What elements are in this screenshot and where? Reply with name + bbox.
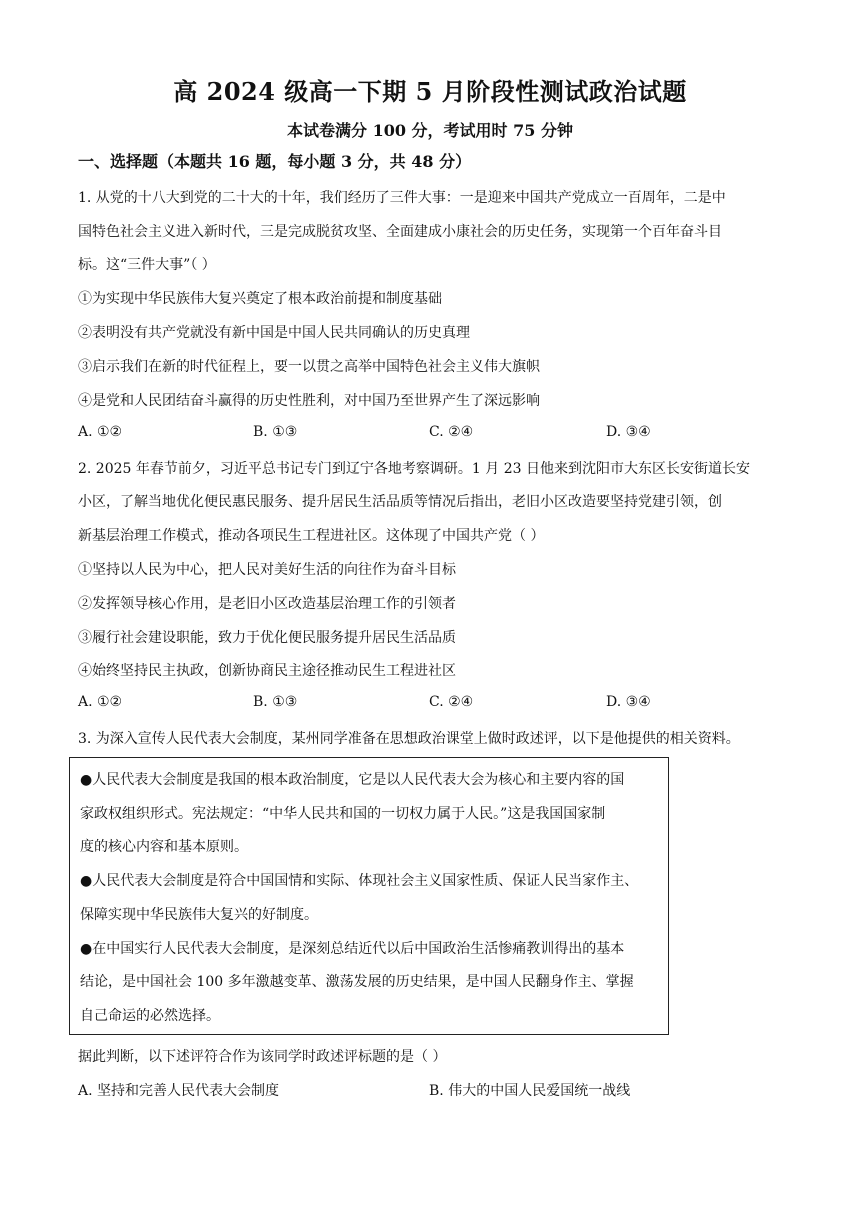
option-c[interactable]: C. ②④ (429, 694, 474, 710)
question-2-line-2: 小区，了解当地优化便民惠民服务、提升居民生活品质等情况后指出，老旧小区改造要坚持党建引领，创 (78, 494, 722, 510)
question-2-statement-1: ①坚持以人民为中心，把人民对美好生活的向往作为奋斗目标 (78, 562, 456, 578)
question-1-statement-4: ④是党和人民团结奋斗赢得的历史性胜利，对中国乃至世界产生了深远影响 (78, 393, 540, 409)
option-a[interactable]: A. ①② (78, 694, 123, 710)
question-2-line-1: 2. 2025 年春节前夕，习近平总书记专门到辽宁各地考察调研。1 月 23 日他来到沈阳市大东区长安街道长安 (78, 461, 750, 477)
question-1-line-1: 1. 从党的十八大到党的二十大的十年，我们经历了三件大事：一是迎来中国共产党成立一百周年，二是中 (78, 190, 726, 206)
material-line-5: 保障实现中华民族伟大复兴的好制度。 (80, 907, 318, 923)
question-1-statement-2: ②表明没有共产党就没有新中国是中国人民共同确认的历史真理 (78, 325, 470, 341)
material-line-4: ●人民代表大会制度是符合中国国情和实际、体现社会主义国家性质、保证人民当家作主、 (80, 873, 639, 889)
question-1-options (78, 424, 778, 444)
question-1-statement-1: ①为实现中华民族伟大复兴奠定了根本政治前提和制度基础 (78, 291, 442, 307)
question-3-intro: 3. 为深入宣传人民代表大会制度，某州同学准备在思想政治课堂上做时政述评，以下是他提供的相关资料。 (78, 731, 740, 747)
option-a[interactable]: A. 坚持和完善人民代表大会制度 (78, 1083, 280, 1099)
material-line-1: ●人民代表大会制度是我国的根本政治制度，它是以人民代表大会为核心和主要内容的国 (80, 772, 625, 788)
material-line-2: 家政权组织形式。宪法规定：“中华人民共和国的一切权力属于人民。”这是我国国家制 (80, 806, 606, 822)
material-box (69, 757, 669, 1035)
option-b[interactable]: B. ①③ (253, 424, 298, 440)
question-3-prompt: 据此判断，以下述评符合作为该同学时政述评标题的是（ ） (78, 1049, 447, 1065)
question-2-line-3: 新基层治理工作模式，推动各项民生工程进社区。这体现了中国共产党（ ） (78, 528, 545, 544)
question-2-statement-3: ③履行社会建设职能，致力于优化便民服务提升居民生活品质 (78, 630, 456, 646)
exam-title: 高 2024 级高一下期 5 月阶段性测试政治试题 (173, 77, 687, 106)
option-b[interactable]: B. 伟大的中国人民爱国统一战线 (429, 1083, 631, 1099)
option-d[interactable]: D. ③④ (606, 424, 651, 440)
question-2-options (78, 694, 778, 714)
option-c[interactable]: C. ②④ (429, 424, 474, 440)
option-a[interactable]: A. ①② (78, 424, 123, 440)
option-b[interactable]: B. ①③ (253, 694, 298, 710)
question-1-line-2: 国特色社会主义进入新时代，三是完成脱贫攻坚、全面建成小康社会的历史任务，实现第一个百年奋斗目 (78, 224, 722, 240)
material-line-6: ●在中国实行人民代表大会制度，是深刻总结近代以后中国政治生活惨痛教训得出的基本 (80, 941, 625, 957)
section-heading: 一、选择题（本题共 16 题，每小题 3 分，共 48 分） (78, 152, 472, 171)
material-line-3: 度的核心内容和基本原则。 (80, 839, 248, 855)
material-line-7: 结论，是中国社会 100 多年激越变革、激荡发展的历史结果，是中国人民翻身作主、掌握 (80, 974, 634, 990)
question-3-options (78, 1080, 778, 1100)
question-2-statement-2: ②发挥领导核心作用，是老旧小区改造基层治理工作的引领者 (78, 596, 456, 612)
question-1-line-3: 标。这“三件大事”（ ） (78, 257, 216, 273)
material-line-8: 自己命运的必然选择。 (80, 1008, 220, 1024)
question-2-statement-4: ④始终坚持民主执政，创新协商民主途径推动民生工程进社区 (78, 663, 456, 679)
question-1-statement-3: ③启示我们在新的时代征程上，要一以贯之高举中国特色社会主义伟大旗帜 (78, 359, 540, 375)
exam-subtitle: 本试卷满分 100 分，考试用时 75 分钟 (287, 121, 573, 140)
option-d[interactable]: D. ③④ (606, 694, 651, 710)
